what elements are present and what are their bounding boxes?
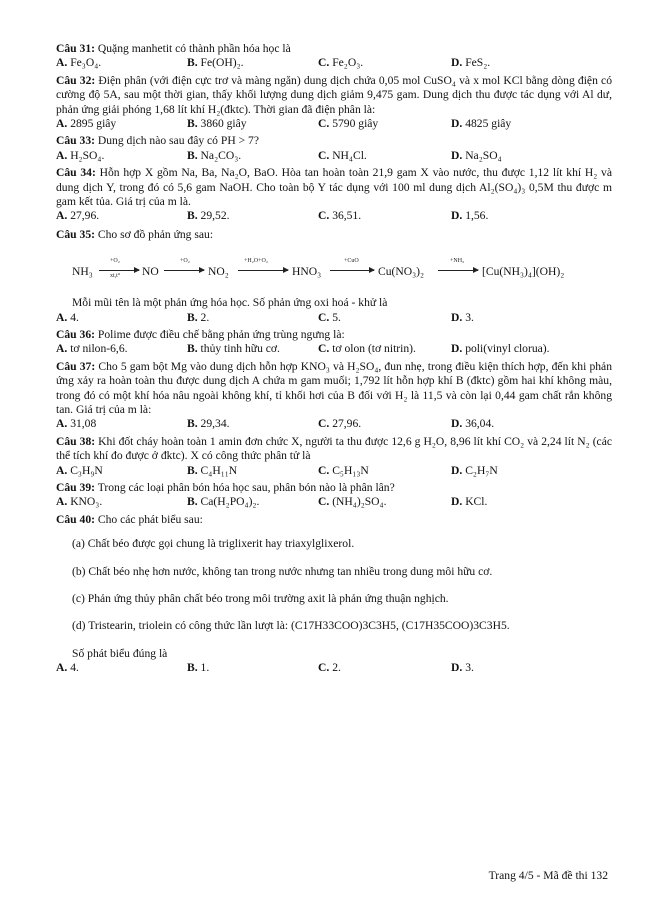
question-number: Câu 32: [56,73,96,87]
options-37 [56,417,612,431]
page-footer: Trang 4/5 - Mã đề thi 132 [488,869,608,882]
option-b[interactable]: B. Ca(H₂PO₄)₂. [187,495,260,509]
question-text: Trong các loại phân bón hóa học sau, phân bón nào là phân lân? [97,481,395,495]
question-text: Quặng manhetit có thành phần hóa học là [97,42,291,55]
question-32 [56,74,612,117]
question-35 [56,228,612,242]
option-a[interactable]: A. 27,96. [56,209,100,223]
condition-label: xt,t° [110,273,121,280]
option-d[interactable]: D. 3. [451,310,474,324]
statement-list [56,537,612,661]
question-text: Dung dịch nào sau đây có PH > 7? [97,134,259,148]
option-b[interactable]: B. 29,34. [187,417,230,431]
option-c[interactable]: C. (NH₄)₂SO₄. [318,495,387,509]
question-33 [56,134,612,148]
question-37 [56,360,612,418]
options-32 [56,117,612,131]
question-number: Câu 39: [56,481,95,495]
question-40 [56,513,612,527]
option-b[interactable]: B. 1. [187,661,210,675]
question-number: Câu 37: [56,359,96,373]
question-36 [56,328,612,342]
reaction-arrow [438,270,478,271]
question-text: Cho các phát biểu sau: [97,512,203,526]
question-number: Câu 35: [56,227,95,241]
question-number: Câu 36: [56,328,95,342]
question-38 [56,435,612,464]
condition-label: +NH₃ [450,258,465,265]
condition-label: +O₂ [180,258,190,265]
question-39 [56,481,612,495]
question-text: Điện phân (với điện cực trơ và màng ngăn) dung dịch chứa 0,05 mol CuSO₄ và x mol KCl bằng dòng điện có cường độ 5A, sau một thời gian, thấy khối lượng dung dịch giảm 9,475 gam. Dung dịch thu được tác dụng với Al dư, phản ứng giải phóng 1,68 lít khí H₂(đktc). Thời gian đã điện phân là: [56,73,612,116]
option-b[interactable]: B. thủy tinh hữu cơ. [187,342,280,356]
option-b[interactable]: B. 29,52. [187,209,230,223]
statement-a: (a) Chất béo được gọi chung là triglixerit hay triaxylglixerol. [72,537,355,551]
species-hno3: HNO₃ [292,265,322,279]
question-text: Khi đốt cháy hoàn toàn 1 amin đơn chức X, người ta thu được 12,6 g H₂O, 8,96 lít khí CO₂ và 2,24 lít N₂ (các thể tích khí đo được ở đktc). X có công thức phân tử là [56,434,612,463]
option-d[interactable]: D. 36,04. [451,417,495,431]
option-c[interactable]: C. 36,51. [318,209,362,223]
question-number: Câu 31: [56,42,95,55]
question-31 [56,42,612,56]
option-b[interactable]: B. Fe(OH)₂. [187,56,244,70]
option-a[interactable]: A. 4. [56,661,79,675]
option-d[interactable]: D. 3. [451,661,474,675]
options-31 [56,56,612,70]
option-a[interactable]: A. C₃H₉N [56,463,103,477]
question-34 [56,166,612,209]
statement-c: (c) Phản ứng thủy phân chất béo trong môi trường axit là phản ứng thuận nghịch. [72,592,449,606]
option-a[interactable]: A. H₂SO₄. [56,148,105,162]
question-number: Câu 34: [56,166,96,180]
species-nh3: NH₃ [72,265,93,279]
option-a[interactable]: A. tơ nilon-6,6. [56,342,128,356]
option-c[interactable]: C. 27,96. [318,417,362,431]
option-a[interactable]: A. Fe₃O₄. [56,56,102,70]
reaction-scheme [72,252,612,292]
question-number: Câu 33: [56,134,95,148]
condition-label: +CuO [344,258,359,265]
question-35-note: Mỗi mũi tên là một phản ứng hóa học. Số phản ứng oxi hoá - khử là [72,296,388,310]
statement-b: (b) Chất béo nhẹ hơn nước, không tan trong nước nhưng tan nhiều trong dung môi hữu cơ. [72,564,493,578]
option-d[interactable]: D. 1,56. [451,209,489,223]
species-complex: [Cu(NH₃)₄](OH)₂ [482,265,565,279]
option-c[interactable]: C. C₅H₁₃N [318,463,369,477]
statement-d: (d) Tristearin, triolein có công thức lần lượt là: (C17H33COO)3C3H5, (C17H35COO)3C3H5. [72,619,510,633]
option-a[interactable]: A. 2895 giây [56,117,117,131]
option-c[interactable]: C. NH₄Cl. [318,148,367,162]
option-a[interactable]: A. 31,08 [56,417,97,431]
option-c[interactable]: C. 5790 giây [318,117,379,131]
reaction-arrow [238,270,288,271]
options-35 [56,311,612,325]
options-38 [56,464,612,478]
species-cu-no3-2: Cu(NO₃)₂ [378,265,425,279]
exam-content [56,42,612,679]
option-c[interactable]: C. tơ olon (tơ nitrin). [318,342,416,356]
species-no2: NO₂ [208,265,229,279]
option-d[interactable]: D. poli(vinyl clorua). [451,342,550,356]
question-text: Polime được điều chế bằng phản ứng trùng ngưng là: [97,328,345,342]
options-39 [56,495,612,509]
option-c[interactable]: C. Fe₂O₃. [318,56,364,70]
option-d[interactable]: D. Na₂SO₄ [451,148,502,162]
question-text: Hỗn hợp X gồm Na, Ba, Na₂O, BaO. Hòa tan hoàn toàn 21,9 gam X vào nước, thu được 1,12 lít khí H₂ và dung dịch Y, trong đó có 5,6 gam NaOH. Cho toàn bộ Y tác dụng với 100 ml dung dịch Al₂(SO₄)₃ 0,5M thu được m gam kết tủa. Giá trị của m là. [56,166,612,209]
options-33 [56,149,612,163]
options-36 [56,342,612,356]
option-c[interactable]: C. 2. [318,661,341,675]
option-d[interactable]: D. 4825 giây [451,117,512,131]
option-a[interactable]: A. KNO₃. [56,495,103,509]
option-d[interactable]: D. FeS₂. [451,56,491,70]
option-c[interactable]: C. 5. [318,310,341,324]
question-number: Câu 38: [56,434,96,448]
species-no: NO [142,265,159,279]
question-number: Câu 40: [56,512,95,526]
option-d[interactable]: D. KCl. [451,495,488,509]
question-text: Cho 5 gam bột Mg vào dung dịch hỗn hợp KNO₃ và H₂SO₄, đun nhẹ, trong điều kiện thích hợp, đến khi phản ứng xảy ra hoàn toàn thu được dung dịch A chứa m gam muối; 1,792 lít hỗn hợp khí B (đktc) gồm hai khí không màu, trong đó có một khí hóa nâu ngoài không khí, tỉ khối hơi của B đối với H₂ là 11,5 và còn lại 0,44 gam chất rắn không tan. Giá trị của m là: [56,359,612,417]
reaction-arrow [99,270,139,271]
option-b[interactable]: B. 3860 giây [187,117,247,131]
option-b[interactable]: B. Na₂CO₃. [187,148,242,162]
reaction-arrow [330,270,374,271]
option-b[interactable]: B. C₄H₁₁N [187,463,238,477]
option-d[interactable]: D. C₂H₇N [451,463,498,477]
question-text: Cho sơ đồ phản ứng sau: [97,227,214,241]
options-40 [56,661,612,675]
question-40-prompt: Số phát biểu đúng là [72,646,168,660]
option-a[interactable]: A. 4. [56,310,79,324]
options-34 [56,209,612,223]
reaction-arrow [164,270,204,271]
condition-label: +O₂ [110,258,120,265]
condition-label: +H₂O+O₂ [244,258,268,265]
option-b[interactable]: B. 2. [187,310,210,324]
